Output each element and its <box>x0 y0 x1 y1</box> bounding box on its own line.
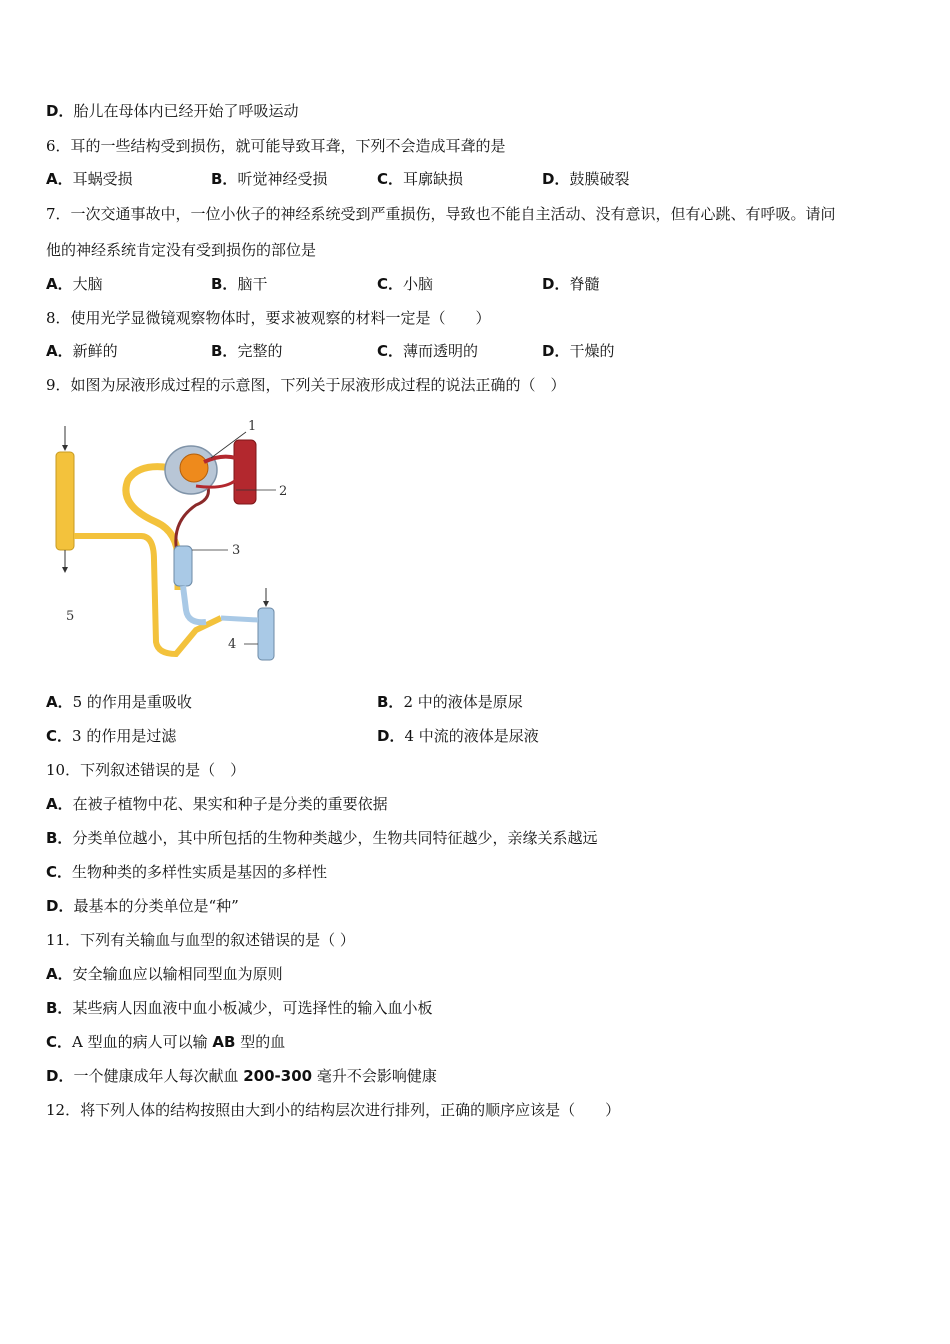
q11-option-c <box>46 1032 285 1052</box>
q8-stem: 8．使用光学显微镜观察物体时，要求被观察的材料一定是（ ） <box>46 309 491 327</box>
option-text-post: 型的血 <box>235 1033 286 1051</box>
q6-option-d <box>542 169 629 189</box>
q12-stem: 12．将下列人体的结构按照由大到小的结构层次进行排列，正确的顺序应该是（ ） <box>46 1101 621 1119</box>
option-text: 完整的 <box>237 342 283 360</box>
option-text: 某些病人因血液中血小板减少，可选择性的输入血小板 <box>72 999 433 1017</box>
option-letter: B． <box>211 342 238 360</box>
arrow-head-4 <box>263 601 269 607</box>
option-letter: D． <box>46 897 74 915</box>
arrow-head-top <box>62 445 68 451</box>
collecting-tube-4 <box>258 608 274 660</box>
q10-option-a <box>46 794 388 814</box>
option-text: 胎儿在母体内已经开始了呼吸运动 <box>73 102 299 120</box>
option-text-pre: A 型血的病人可以输 <box>72 1033 213 1051</box>
option-text: 耳廓缺损 <box>403 170 464 188</box>
option-text-bold: 200-300 <box>243 1067 313 1085</box>
figure-label-3: 3 <box>232 543 241 558</box>
q11-option-a <box>46 964 283 984</box>
option-text: 薄而透明的 <box>403 342 479 360</box>
arrow-head-bottom <box>62 567 68 573</box>
q6-option-b <box>211 169 327 189</box>
option-letter: A． <box>46 342 73 360</box>
option-letter: A． <box>46 170 73 188</box>
figure-label-1: 1 <box>248 419 257 434</box>
q7-option-d <box>542 274 599 294</box>
option-letter: D． <box>542 170 570 188</box>
option-letter: B． <box>211 275 238 293</box>
option-letter: C． <box>46 1033 73 1051</box>
q8-option-d <box>542 341 614 361</box>
option-letter: C． <box>46 863 73 881</box>
q11-option-b <box>46 998 432 1018</box>
option-text: 鼓膜破裂 <box>569 170 630 188</box>
option-letter: B． <box>377 693 404 711</box>
option-text: 在被子植物中花、果实和种子是分类的重要依据 <box>72 795 388 813</box>
q10-option-b <box>46 828 597 848</box>
q11-option-d <box>46 1066 437 1086</box>
q8-option-a <box>46 341 118 361</box>
q6-option-a <box>46 169 133 189</box>
option-text: 大脑 <box>72 275 103 293</box>
option-text: 3 的作用是过滤 <box>72 727 177 745</box>
option-letter: B． <box>46 999 73 1017</box>
option-letter: C． <box>46 727 73 745</box>
option-letter: D． <box>46 102 74 120</box>
option-text-pre: 一个健康成年人每次献血 <box>73 1067 244 1085</box>
figure-label-5: 5 <box>66 609 75 624</box>
q6-stem: 6．耳的一些结构受到损伤，就可能导致耳聋，下列不会造成耳聋的是 <box>46 137 506 155</box>
option-letter: C． <box>377 342 404 360</box>
q9-option-d <box>377 726 539 746</box>
q9-option-a <box>46 692 192 712</box>
option-text: 4 中流的液体是尿液 <box>404 727 539 745</box>
option-letter: D． <box>46 1067 74 1085</box>
q11-stem: 11．下列有关输血与血型的叙述错误的是（ ） <box>46 931 355 949</box>
option-text: 新鲜的 <box>72 342 118 360</box>
option-text: 干燥的 <box>569 342 615 360</box>
option-text: 脑干 <box>237 275 268 293</box>
option-text-bold: AB <box>212 1033 236 1051</box>
tube-4-connector <box>221 618 258 620</box>
q7-option-a <box>46 274 103 294</box>
tubule-loop-lower <box>183 586 206 622</box>
option-text: 生物种类的多样性实质是基因的多样性 <box>72 863 328 881</box>
option-text: 5 的作用是重吸收 <box>72 693 192 711</box>
option-letter: A． <box>46 693 73 711</box>
tubule-segment-3 <box>174 546 192 586</box>
figure-label-2: 2 <box>279 484 288 499</box>
figure-label-4: 4 <box>228 637 237 652</box>
option-text-post: 毫升不会影响健康 <box>312 1067 437 1085</box>
option-letter: A． <box>46 275 73 293</box>
renal-vessel <box>234 440 256 504</box>
collecting-duct <box>56 452 74 550</box>
option-text: 安全输血应以输相同型血为原则 <box>72 965 283 983</box>
q7-stem-line1: 7．一次交通事故中，一位小伙子的神经系统受到严重损伤，导致也不能自主活动、没有意识，但有心跳、有呼吸。请问 <box>46 205 836 223</box>
option-letter: C． <box>377 170 404 188</box>
option-text: 耳蜗受损 <box>72 170 133 188</box>
option-text: 小脑 <box>403 275 434 293</box>
q9-option-b <box>377 692 523 712</box>
q9-option-c <box>46 726 176 746</box>
q10-option-d <box>46 896 239 916</box>
option-text: 听觉神经受损 <box>237 170 328 188</box>
option-text: 2 中的液体是原尿 <box>403 693 523 711</box>
option-letter: D． <box>377 727 405 745</box>
option-text: 脊髓 <box>569 275 600 293</box>
option-letter: A． <box>46 965 73 983</box>
option-letter: D． <box>542 342 570 360</box>
connecting-tubule <box>74 536 221 654</box>
q10-stem: 10．下列叙述错误的是（ ） <box>46 761 246 779</box>
q9-stem: 9．如图为尿液形成过程的示意图，下列关于尿液形成过程的说法正确的（ ） <box>46 376 566 394</box>
q7-option-c <box>377 274 433 294</box>
q7-option-b <box>211 274 267 294</box>
nephron-figure <box>46 410 306 662</box>
option-letter: B． <box>46 829 73 847</box>
q8-option-c <box>377 341 478 361</box>
q10-option-c <box>46 862 327 882</box>
option-letter: C． <box>377 275 404 293</box>
q5-option-d <box>46 101 298 121</box>
option-letter: D． <box>542 275 570 293</box>
option-text: 最基本的分类单位是“种” <box>73 897 239 915</box>
option-text: 分类单位越小，其中所包括的生物种类越少，生物共同特征越少，亲缘关系越远 <box>72 829 598 847</box>
option-letter: A． <box>46 795 73 813</box>
q8-option-b <box>211 341 282 361</box>
q7-stem-line2: 他的神经系统肯定没有受到损伤的部位是 <box>46 241 317 259</box>
q6-option-c <box>377 169 463 189</box>
option-letter: B． <box>211 170 238 188</box>
glomerulus <box>180 454 208 482</box>
